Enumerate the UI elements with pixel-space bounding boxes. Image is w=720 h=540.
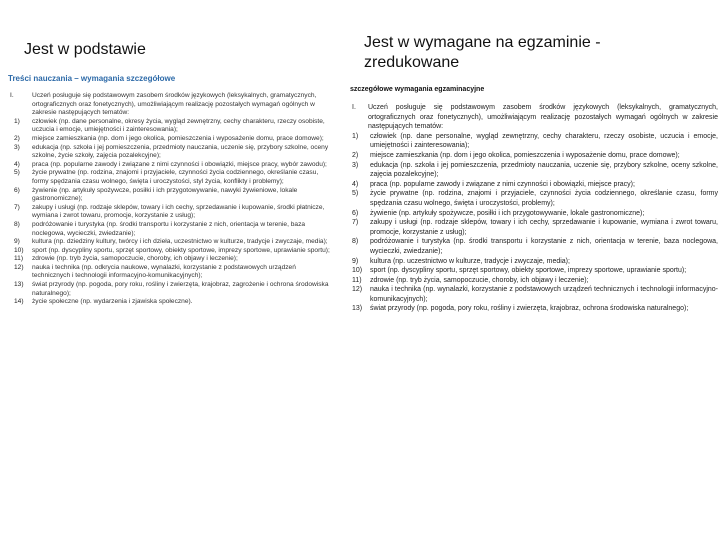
left-topic-item bbox=[6, 144, 334, 161]
right-topic-list bbox=[352, 132, 718, 314]
right-intro-text: Uczeń posługuje się podstawowym zasobem środków językowych (leksykalnych, gramatycznych, ortograficznych oraz fonetycznych), umożliwiającym realizację pozostałych wymagań ogólnych w zakresie następujących tematów: bbox=[368, 104, 718, 131]
left-topic-number: 14) bbox=[14, 298, 24, 306]
left-topic-item bbox=[6, 281, 334, 298]
right-topic-text: miejsce zamieszkania (np. dom i jego okolica, pomieszczenia i wyposażenie domu, prace domowe); bbox=[370, 151, 680, 159]
left-topic-number: 5) bbox=[14, 169, 20, 177]
right-topic-text: zakupy i usługi (np. rodzaje sklepów, towary i ich cechy, sprzedawanie i kupowanie, wymiana i zwrot towaru, promocje, korzystanie z usług); bbox=[370, 219, 718, 236]
left-topic-number: 3) bbox=[14, 143, 20, 151]
right-topic-number: 5) bbox=[352, 190, 359, 198]
right-topic-item bbox=[352, 209, 718, 219]
left-topic-text: człowiek (np. dane personalne, okresy życia, wygląd zewnętrzny, cechy charakteru, rzeczy osobiste, uczucia i emocje, umiejętności i zainteresowania); bbox=[32, 117, 325, 134]
right-roman-numeral: I. bbox=[352, 104, 356, 111]
left-topic-text: żywienie (np. artykuły spożywcze, posiłki i ich przygotowywanie, nawyki żywieniowe, lokale gastronomiczne); bbox=[32, 186, 298, 203]
left-topic-item bbox=[6, 255, 334, 264]
left-topic-text: zdrowie (np. tryb życia, samopoczucie, choroby, ich objawy i leczenie); bbox=[32, 255, 238, 263]
right-topic-item bbox=[352, 276, 718, 286]
left-section-title: Treści nauczania – wymagania szczegółowe bbox=[8, 74, 176, 83]
left-topic-item bbox=[6, 221, 334, 238]
right-topic-item bbox=[352, 285, 718, 304]
left-topic-item bbox=[6, 264, 334, 281]
right-document bbox=[352, 86, 718, 314]
right-topic-item bbox=[352, 237, 718, 256]
left-topic-item bbox=[6, 298, 334, 307]
right-topic-text: życie prywatne (np. rodzina, znajomi i przyjaciele, czynności życia codziennego, określanie czasu, formy spędzania czasu wolnego, święta i uroczystości, problemy); bbox=[370, 190, 718, 207]
left-topic-item bbox=[6, 187, 334, 204]
left-topic-number: 6) bbox=[14, 186, 20, 194]
left-topic-text: podróżowanie i turystyka (np. środki transportu i korzystanie z nich, orientacja w terenie, baza noclegowa, wycieczki, zwiedzanie); bbox=[32, 220, 306, 237]
right-topic-number: 3) bbox=[352, 161, 359, 169]
left-topic-item bbox=[6, 247, 334, 256]
right-topic-item bbox=[352, 266, 718, 276]
right-topic-number: 1) bbox=[352, 132, 359, 140]
right-topic-text: edukacja (np. szkoła i jej pomieszczenia, przedmioty nauczania, uczenie się, przybory szkolne, oceny szkolne, zajęcia pozalekcyjne); bbox=[370, 161, 718, 179]
left-topic-item bbox=[6, 161, 334, 170]
left-topic-text: miejsce zamieszkania (np. dom i jego okolica, pomieszczenia i wyposażenie domu, prace domowe); bbox=[32, 134, 324, 142]
right-topic-text: sport (np. dyscypliny sportu, sprzęt sportowy, obiekty sportowe, imprezy sportowe, uprawianie sportu); bbox=[370, 267, 687, 275]
right-topic-number: 8) bbox=[352, 238, 359, 246]
right-topic-number: 11) bbox=[352, 276, 362, 284]
left-topic-number: 8) bbox=[14, 220, 20, 228]
left-topic-item bbox=[6, 118, 334, 135]
left-topic-number: 4) bbox=[14, 160, 20, 168]
right-heading: Jest w wymagane na egzaminie - zredukowane bbox=[364, 34, 601, 71]
right-topic-number: 10) bbox=[352, 267, 363, 275]
left-topic-item bbox=[6, 204, 334, 221]
right-topic-text: człowiek (np. dane personalne, wygląd zewnętrzny, cechy charakteru, rzeczy osobiste, uczucia i emocje, umiejętności i zainteresowania); bbox=[370, 132, 718, 150]
right-intro bbox=[352, 103, 718, 132]
left-topic-list bbox=[6, 118, 334, 307]
right-topic-number: 9) bbox=[352, 257, 359, 265]
left-topic-number: 9) bbox=[14, 238, 20, 246]
left-topic-number: 11) bbox=[14, 255, 24, 263]
right-topic-number: 4) bbox=[352, 180, 359, 188]
right-topic-text: świat przyrody (np. pogoda, pory roku, rośliny i zwierzęta, krajobraz, ochrona środowiska naturalnego); bbox=[370, 305, 689, 313]
right-topic-number: 6) bbox=[352, 209, 359, 217]
left-intro-text: Uczeń posługuje się podstawowym zasobem środków językowych (leksykalnych, gramatycznych, ortograficznych oraz fonetycznych), umożliwiającym realizację pozostałych wymagań ogólnych w zakresie następujących tematów: bbox=[32, 92, 317, 117]
right-topic-text: nauka i technika (np. wynalazki, korzystanie z podstawowych urządzeń technicznych i technologii informacyjno-komunikacyjnych); bbox=[370, 286, 718, 303]
right-topic-item bbox=[352, 161, 718, 180]
left-topic-text: praca (np. popularne zawody i związane z nimi czynności i obowiązki, miejsce pracy, wybór zawodu); bbox=[32, 160, 327, 168]
left-intro bbox=[6, 92, 334, 118]
right-topic-item bbox=[352, 189, 718, 208]
left-heading: Jest w podstawie bbox=[24, 41, 146, 58]
left-topic-text: zakupy i usługi (np. rodzaje sklepów, towary i ich cechy, sprzedawanie i kupowanie, środki płatnicze, wymiana i zwrot towaru, promocje, korzystanie z usług); bbox=[32, 203, 325, 220]
left-topic-number: 7) bbox=[14, 203, 20, 211]
left-topic-number: 2) bbox=[14, 134, 20, 142]
left-topic-item bbox=[6, 135, 334, 144]
left-topic-text: sport (np. dyscypliny sportu, sprzęt sportowy, obiekty sportowe, imprezy sportowe, uprawianie sportu); bbox=[32, 246, 330, 254]
left-topic-number: 1) bbox=[14, 117, 20, 125]
right-topic-item bbox=[352, 218, 718, 237]
right-topic-item bbox=[352, 180, 718, 190]
right-topic-number: 13) bbox=[352, 305, 363, 313]
left-topic-text: nauka i technika (np. odkrycia naukowe, wynalazki, korzystanie z podstawowych urządzeń technicznych i technologii informacyjno-komunikacyjnych); bbox=[32, 263, 296, 280]
left-topic-text: edukacja (np. szkoła i jej pomieszczenia, przedmioty nauczania, uczenie się, przybory szkolne, oceny szkolne, życie szkoły, zajęcia pozalekcyjne); bbox=[32, 143, 329, 160]
right-topic-text: kultura (np. uczestnictwo w kulturze, tradycje i zwyczaje, media); bbox=[370, 257, 570, 265]
right-topic-text: żywienie (np. artykuły spożywcze, posiłki i ich przygotowywanie, lokale gastronomiczne); bbox=[370, 209, 645, 217]
left-topic-number: 10) bbox=[14, 246, 24, 254]
left-topic-text: życie społeczne (np. wydarzenia i zjawiska społeczne). bbox=[32, 298, 193, 306]
left-topic-text: kultura (np. dziedziny kultury, twórcy i ich dzieła, uczestnictwo w kulturze, tradycje i zwyczaje, media); bbox=[32, 238, 328, 246]
left-roman-numeral: I. bbox=[10, 92, 14, 99]
right-topic-item bbox=[352, 151, 718, 161]
right-topic-item bbox=[352, 257, 718, 267]
left-topic-text: świat przyrody (np. pogoda, pory roku, rośliny i zwierzęta, krajobraz, zagrożenie i ochrona środowiska naturalnego); bbox=[32, 281, 329, 297]
left-topic-item bbox=[6, 238, 334, 247]
right-topic-number: 12) bbox=[352, 286, 363, 294]
left-topic-number: 13) bbox=[14, 281, 24, 289]
right-topic-item bbox=[352, 132, 718, 151]
right-topic-text: podróżowanie i turystyka (np. środki transportu i korzystanie z nich, orientacja w terenie, baza noclegowa, wycieczki, zwiedzanie); bbox=[370, 238, 718, 255]
left-topic-item bbox=[6, 169, 334, 186]
right-topic-text: zdrowie (np. tryb życia, samopoczucie, choroby, ich objawy i leczenie); bbox=[370, 276, 589, 284]
left-topic-number: 12) bbox=[14, 263, 24, 271]
right-topic-item bbox=[352, 304, 718, 314]
right-topic-text: praca (np. popularne zawody i związane z nimi czynności i obowiązki, miejsce pracy); bbox=[370, 180, 635, 188]
left-topic-text: życie prywatne (np. rodzina, znajomi i przyjaciele, czynności życia codziennego, określanie czasu, formy spędzania czasu wolnego, święta i uroczystości, styl życia, konflikty i problemy); bbox=[32, 169, 319, 185]
right-section-title: szczegółowe wymagania egzaminacyjne bbox=[350, 86, 485, 93]
right-topic-number: 2) bbox=[352, 151, 359, 159]
right-topic-number: 7) bbox=[352, 219, 359, 227]
left-document bbox=[6, 74, 334, 307]
